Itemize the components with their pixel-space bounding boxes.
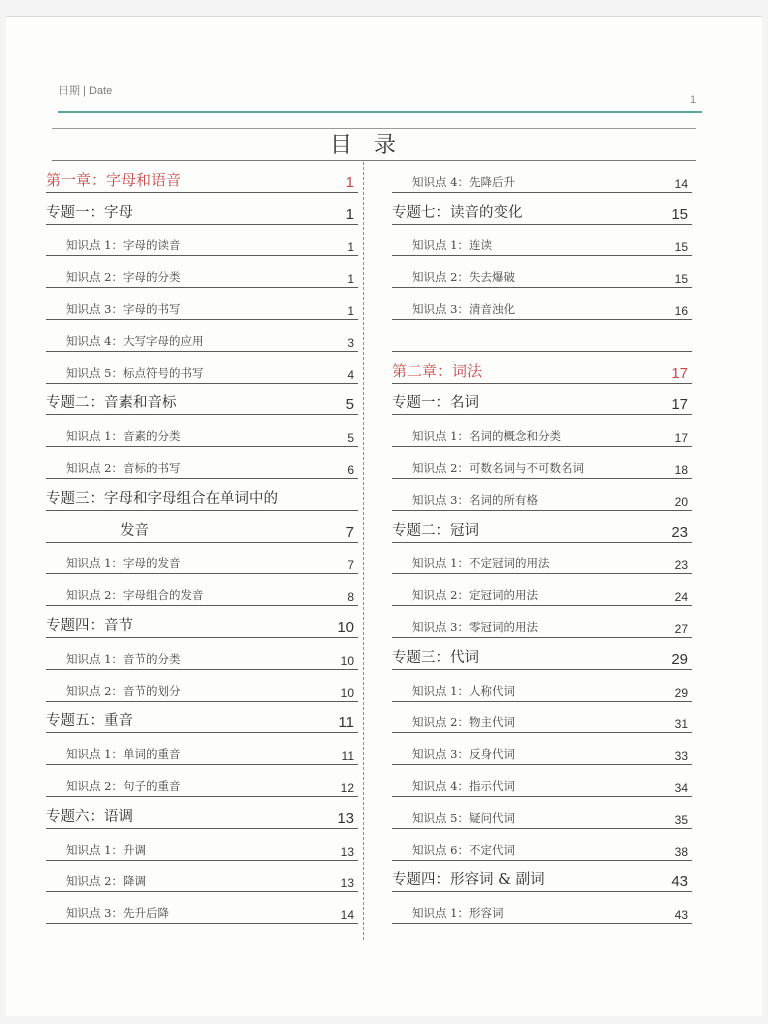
toc-page-number: 12 [340,780,354,795]
toc-point-row [392,733,692,765]
toc-topic-label: 专题二：音素和音标 [46,395,177,412]
toc-point-label: 知识点 1：字母的读音 [66,238,181,253]
toc-point-row [46,447,358,479]
toc-point-label: 知识点 1：形容词 [412,906,504,921]
toc-page-number: 7 [345,523,354,541]
toc-page-number: 15 [674,240,688,255]
toc-point-label: 知识点 1：单词的重音 [66,747,181,762]
toc-page-number: 5 [347,431,354,446]
toc-page-number: 20 [674,494,688,509]
toc-point-row [392,606,692,638]
toc-point-label: 知识点 5：标点符号的书写 [66,365,204,380]
toc-point-row [46,638,358,670]
toc-point-row [392,702,692,734]
toc-topic-row [46,384,358,416]
toc-point-label: 知识点 3：反身代词 [412,747,515,762]
toc-cont-row [46,511,358,543]
toc-topic-row [46,606,358,638]
toc-page-number: 6 [347,462,354,477]
toc-point-row [392,447,692,479]
toc-point-label: 知识点 3：名词的所有格 [412,492,538,507]
toc-topic-label: 专题四：形容词 & 副词 [392,872,545,889]
toc-cont-label: 发音 [120,522,149,539]
toc-topic-label: 专题五：重音 [46,713,133,730]
toc-point-label: 知识点 2：物主代词 [412,715,515,730]
toc-page-number: 43 [671,873,688,891]
toc-page-number: 8 [347,590,354,605]
toc-page-number: 14 [674,176,688,191]
toc-chapter-label: 第一章：字母和语音 [46,170,182,189]
date-label: 日期 | Date [58,85,113,97]
toc-topic-row [392,861,692,893]
page-number: 1 [690,94,697,106]
toc-point-row [46,256,358,288]
toc-topic-row [46,479,358,511]
toc-point-row [392,256,692,288]
toc-page-number: 15 [671,205,688,223]
toc-point-label: 知识点 1：升调 [66,842,146,857]
toc-point-label: 知识点 2：降调 [66,874,146,889]
toc-page-number: 18 [674,462,688,477]
toc-chapter-row [392,352,692,384]
toc-topic-label: 专题六：语调 [46,808,133,825]
toc-topic-label: 专题二：冠词 [392,522,479,539]
toc-page-number: 4 [347,367,354,382]
toc-point-row [46,733,358,765]
toc-point-label: 知识点 4：先降后升 [412,174,515,189]
toc-left-column [46,161,358,924]
toc-page-number: 13 [337,809,354,827]
toc-topic-label: 专题一：名词 [392,395,479,412]
toc-page-number: 16 [674,303,688,318]
toc-point-row [46,352,358,384]
toc-page-number: 38 [674,844,688,859]
toc-point-row [46,574,358,606]
toc-chapter-label: 第二章：词法 [392,361,483,380]
toc-point-label: 知识点 3：先升后降 [66,906,169,921]
toc-point-row [46,288,358,320]
toc-page-number: 1 [345,173,354,191]
toc-page-number: 3 [347,335,354,350]
toc-page-number: 29 [671,650,688,668]
toc-topic-label: 专题三：代词 [392,649,479,666]
page-edge [6,16,762,17]
toc-page-number: 11 [341,749,354,764]
toc-page-number: 10 [337,618,354,636]
toc-point-row [392,415,692,447]
toc-page-number: 31 [674,717,688,732]
toc-point-row [392,288,692,320]
toc-point-row [392,225,692,257]
toc-page-number: 7 [347,558,354,573]
toc-page-number: 27 [674,621,688,636]
toc-page-number: 1 [347,240,354,255]
toc-point-row [46,320,358,352]
toc-page-number: 15 [674,272,688,287]
toc-point-label: 知识点 1：人称代词 [412,683,515,698]
toc-point-row [46,670,358,702]
toc-topic-row [392,193,692,225]
toc-point-row [46,892,358,924]
toc-point-label: 知识点 2：句子的重音 [66,778,181,793]
toc-point-label: 知识点 4：指示代词 [412,778,515,793]
toc-topic-label: 专题四：音节 [46,617,133,634]
toc-point-label: 知识点 2：失去爆破 [412,270,515,285]
toc-point-label: 知识点 2：音节的划分 [66,683,181,698]
toc-page-number: 1 [347,303,354,318]
toc-page-number: 10 [340,653,354,668]
toc-point-row [392,543,692,575]
toc-point-label: 知识点 5：疑问代词 [412,810,515,825]
toc-page-number: 13 [340,844,354,859]
toc-page-number: 17 [674,431,688,446]
toc-page-number: 23 [674,558,688,573]
toc-topic-row [392,384,692,416]
toc-topic-label: 专题七：读音的变化 [392,204,523,221]
toc-topic-row [46,702,358,734]
toc-point-row [46,829,358,861]
toc-point-row [392,161,692,193]
toc-topic-row [46,797,358,829]
toc-page-number: 10 [340,685,354,700]
toc-page-number: 17 [671,364,688,382]
toc-point-row [392,765,692,797]
toc-point-label: 知识点 1：名词的概念和分类 [412,429,561,444]
toc-point-row [392,892,692,924]
toc-page-number: 35 [674,812,688,827]
toc-point-label: 知识点 3：字母的书写 [66,301,181,316]
toc-point-label: 知识点 6：不定代词 [412,842,515,857]
toc-page-number: 1 [345,205,354,223]
toc-chapter-row [46,161,358,193]
toc-page-number: 24 [674,590,688,605]
toc-page-number: 23 [671,523,688,541]
toc-point-row [392,829,692,861]
toc-point-label: 知识点 4：大写字母的应用 [66,333,204,348]
toc-topic-row [46,193,358,225]
toc-point-row [46,225,358,257]
toc-point-label: 知识点 2：定冠词的用法 [412,588,538,603]
toc-point-label: 知识点 1：连读 [412,238,492,253]
toc-page-number: 34 [674,780,688,795]
toc-page-number: 14 [340,908,354,923]
toc-right-column [392,161,692,924]
header-rule [58,111,702,113]
toc-page-number: 11 [338,714,354,732]
toc-point-row [46,415,358,447]
toc-point-row [392,574,692,606]
toc-point-row [46,765,358,797]
toc-topic-row [392,638,692,670]
toc-point-label: 知识点 1：不定冠词的用法 [412,556,550,571]
toc-title: 目录 [329,133,418,158]
toc-topic-label: 专题三：字母和字母组合在单词中的 [46,490,278,507]
toc-point-row [46,861,358,893]
toc-blank-row [392,320,692,352]
toc-page-number: 29 [674,685,688,700]
toc-page-number: 1 [347,272,354,287]
toc-page-number: 33 [674,749,688,764]
toc-point-label: 知识点 1：字母的发音 [66,556,181,571]
toc-topic-label: 专题一：字母 [46,204,133,221]
column-divider [363,162,364,940]
toc-point-label: 知识点 2：音标的书写 [66,460,181,475]
toc-point-row [46,543,358,575]
toc-point-row [392,797,692,829]
toc-point-row [392,479,692,511]
toc-point-label: 知识点 3：零冠词的用法 [412,619,538,634]
toc-page-number: 43 [674,908,688,923]
toc-point-label: 知识点 2：可数名词与不可数名词 [412,460,584,475]
toc-page-number: 13 [340,876,354,891]
toc-point-label: 知识点 1：音节的分类 [66,651,181,666]
toc-topic-row [392,511,692,543]
toc-point-label: 知识点 2：字母的分类 [66,270,181,285]
toc-point-label: 知识点 3：清音浊化 [412,301,515,316]
toc-point-label: 知识点 1：音素的分类 [66,429,181,444]
toc-point-label: 知识点 2：字母组合的发音 [66,588,204,603]
toc-point-row [392,670,692,702]
toc-page-number: 5 [345,396,354,414]
toc-page-number: 17 [671,396,688,414]
